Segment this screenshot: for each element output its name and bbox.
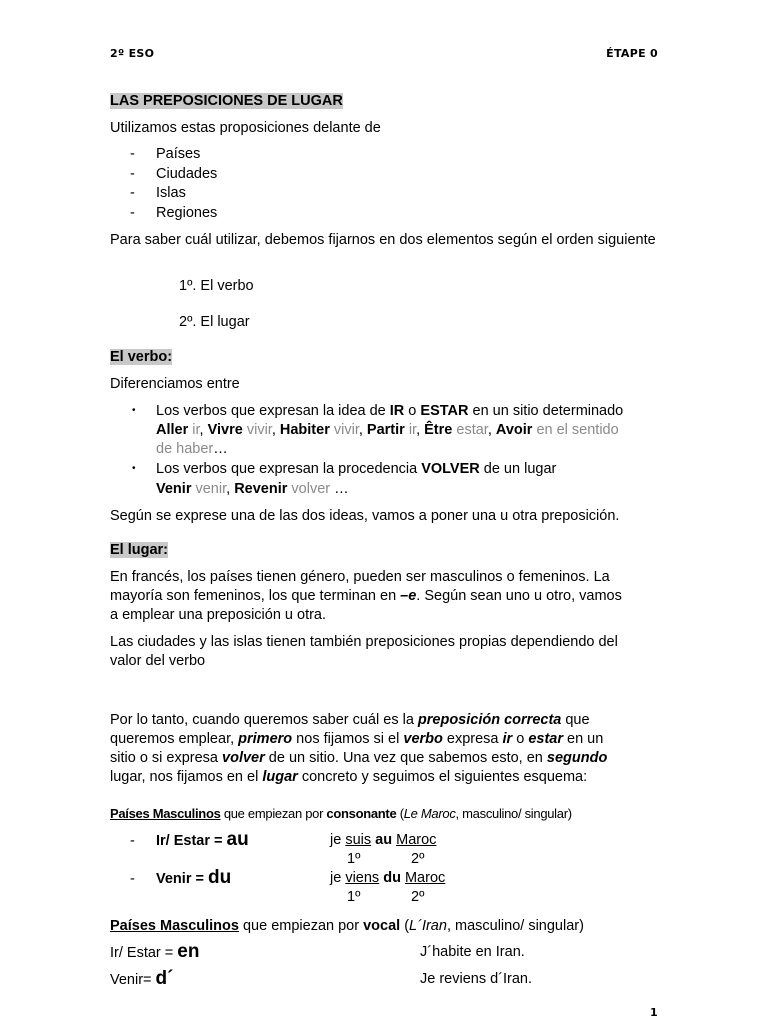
- list-item: Regiones: [156, 205, 218, 221]
- list-item: Países: [156, 146, 201, 162]
- masc-cons-row2-example: je viens du Maroc: [330, 870, 446, 886]
- masc-voc-row1-example: J´habite en Iran.: [420, 944, 525, 960]
- masc-voc-row2-example: Je reviens d´Iran.: [420, 971, 533, 987]
- verbo-conclusion: Según se exprese una de las dos ideas, vamos a poner una u otra preposición.: [110, 508, 620, 524]
- order-number: 1º: [347, 889, 361, 905]
- masc-cons-row1-label: Ir/ Estar = au: [156, 829, 249, 850]
- dash-bullet: -: [130, 185, 135, 201]
- lugar-p2-line2: valor del verbo: [110, 653, 206, 669]
- por-lo-tanto-line3: sitio o si expresa volver de un sitio. Una vez que sabemos esto, en segundo: [110, 750, 608, 766]
- order-number: 2º: [411, 889, 425, 905]
- list-item: Ciudades: [156, 166, 218, 182]
- masc-voc-heading: Países Masculinos que empiezan por vocal (L´Iran, masculino/ singular): [110, 918, 584, 934]
- intro-text: Utilizamos estas proposiciones delante de: [110, 120, 381, 136]
- masc-voc-row2-label: Venir= d´: [110, 968, 174, 989]
- verbo-bullet-1-line1: Los verbos que expresan la idea de IR o ESTAR en un sitio determinado: [156, 403, 624, 419]
- verbo-bullet-2-line1: Los verbos que expresan la procedencia VOLVER de un lugar: [156, 461, 557, 477]
- verbo-bullet-1-line2: Aller ir, Vivre vivir, Habiter vivir, Partir ir, Être estar, Avoir en el sentido: [156, 422, 619, 438]
- dash-bullet: -: [130, 871, 135, 887]
- header-right: ÉTAPE 0: [606, 47, 658, 60]
- lugar-p2-line1: Las ciudades y las islas tienen también preposiciones propias dependiendo del: [110, 634, 618, 650]
- section-heading-lugar: [110, 541, 658, 560]
- masc-cons-heading: Países Masculinos que empiezan por consonante (Le Maroc, masculino/ singular): [110, 806, 572, 821]
- lugar-p1-line2: mayoría son femeninos, los que terminan en –e. Según sean uno u otro, vamos: [110, 588, 622, 604]
- dash-bullet: -: [130, 166, 135, 182]
- masc-cons-row1-example: je suis au Maroc: [330, 832, 437, 848]
- verbo-bullet-2-line2: Venir venir, Revenir volver …: [156, 481, 349, 497]
- lugar-p1-line3: a emplear una preposición u otra.: [110, 607, 327, 623]
- heading-text: El lugar:: [110, 542, 169, 558]
- list-item: Islas: [156, 185, 186, 201]
- verbo-intro: Diferenciamos entre: [110, 376, 240, 392]
- heading-text: El verbo:: [110, 349, 173, 365]
- page-title: [110, 92, 658, 111]
- section-heading-verbo: [110, 348, 658, 367]
- page-number: 1: [650, 1006, 658, 1019]
- bullet-dot: •: [132, 405, 136, 416]
- lugar-p1-line1: En francés, los países tienen género, pueden ser masculinos o femeninos. La: [110, 569, 610, 585]
- header-left: 2º ESO: [110, 47, 155, 60]
- masc-voc-row1-label: Ir/ Estar = en: [110, 941, 200, 962]
- orden-item: 2º. El lugar: [179, 314, 250, 330]
- verbo-bullet-1-line3: de haber…: [156, 441, 228, 457]
- dash-bullet: -: [130, 205, 135, 221]
- por-lo-tanto-line1: Por lo tanto, cuando queremos saber cuál es la preposición correcta que: [110, 712, 590, 728]
- title-text: LAS PREPOSICIONES DE LUGAR: [110, 93, 343, 109]
- orden-item: 1º. El verbo: [179, 278, 254, 294]
- por-lo-tanto-line4: lugar, nos fijamos en el lugar concreto y seguimos el siguientes esquema:: [110, 769, 588, 785]
- por-lo-tanto-line2: queremos emplear, primero nos fijamos si el verbo expresa ir o estar en un: [110, 731, 604, 747]
- order-number: 2º: [411, 851, 425, 867]
- order-number: 1º: [347, 851, 361, 867]
- bullet-dot: •: [132, 463, 136, 474]
- masc-cons-row2-label: Venir = du: [156, 867, 232, 888]
- paragraph-orden: Para saber cuál utilizar, debemos fijarnos en dos elementos según el orden siguiente: [110, 232, 656, 248]
- dash-bullet: -: [130, 833, 135, 849]
- dash-bullet: -: [130, 146, 135, 162]
